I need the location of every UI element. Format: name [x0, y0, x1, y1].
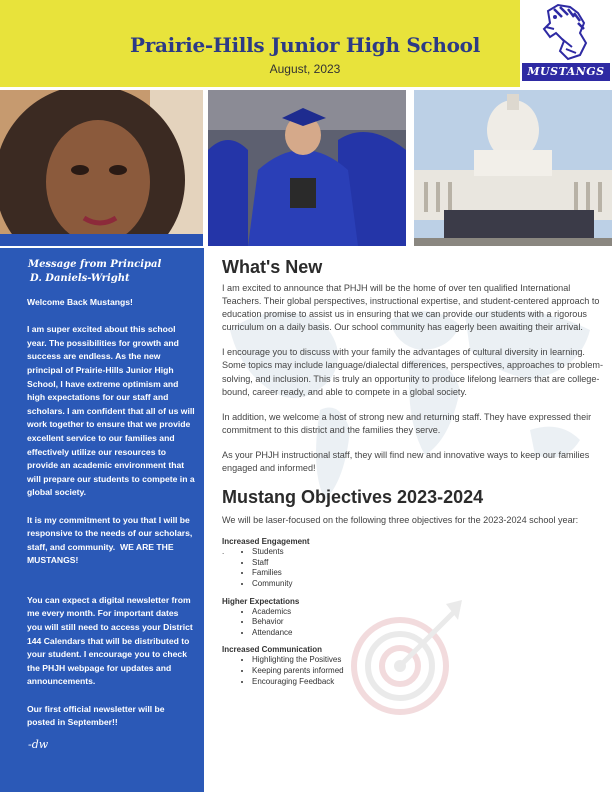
whats-new-heading: What's New — [222, 257, 323, 277]
list-item: • Highlighting the Positives — [252, 655, 604, 666]
main-content — [222, 257, 604, 693]
stray-mark: . — [222, 547, 225, 557]
principal-message-sidebar — [0, 248, 204, 792]
objectives-heading: Mustang Objectives 2023-2024 — [222, 487, 484, 508]
newsletter-note: Our first official newsletter will be posted in September!! — [27, 703, 165, 728]
newsletter-date: August, 2023 — [269, 62, 341, 76]
logo-text: MUSTANGS — [522, 63, 610, 81]
list-item: • Behavior — [252, 617, 604, 628]
list-item: • Encouraging Feedback — [252, 677, 604, 688]
list-item: • Families — [252, 568, 604, 579]
list-item: • Students — [252, 547, 604, 558]
capitol-photo — [414, 90, 612, 246]
objective-title: Increased Engagement — [222, 537, 310, 547]
mustangs-cheer: WE ARE THE MUSTANGS! — [27, 541, 174, 566]
list-item: • Staff — [252, 558, 604, 569]
message-paragraph: You can expect a digital newsletter from me every month. For important dates you will still need to access your District 144 Calendars that will be distributed to your student. I encourage you to check the PHJH webpage for updates and announcements. — [27, 594, 193, 687]
list-item: • Community — [252, 579, 604, 590]
objective-group — [222, 536, 604, 589]
objective-group — [222, 596, 604, 639]
message-paragraph: It is my commitment to you that I will be responsive to the needs of our scholars, staff, and community. WE ARE THE MUSTANGS! — [27, 514, 193, 566]
objective-list — [252, 547, 604, 589]
objective-title: Increased Communication — [222, 645, 323, 655]
list-item: • Attendance — [252, 628, 604, 639]
objectives-intro: We will be laser-focused on the following three objectives for the 2023-2024 school year: — [222, 515, 579, 526]
objective-list — [252, 607, 604, 639]
whats-new-paragraph: As your PHJH instructional staff, they will find new and innovative ways to keep our families engaged and informed! — [222, 449, 590, 474]
principal-message-title: Message from Principal D. Daniels-Wright — [28, 259, 162, 284]
whats-new-paragraph: I am excited to announce that PHJH will be the home of over ten qualified International Teachers. Their global perspectives, instructional expertise, and student-centered approach to education promise to assist us in ensuring that we can provide our students with a rigorous curriculum on a daily basis. Our school community has eagerly been awaiting their arrival. — [222, 283, 600, 333]
graduation-photo — [208, 90, 406, 246]
list-item: • Academics — [252, 607, 604, 618]
signature: -dw — [28, 738, 49, 751]
whats-new-paragraph: In addition, we welcome a host of strong new and returning staff. They have expressed their commitment to this district and the families they serve. — [222, 411, 592, 435]
mustang-horse-icon — [540, 3, 592, 61]
whats-new-paragraph: I encourage you to discuss with your family the advantages of cultural diversity in learning. Some topics may include language/dialectal differences, perspectives, approaches to problem-solving, and inclusion. This is truly an opportunity to produce lifelong learners that are college-bound, career ready, and able to compete in a global society. — [222, 347, 603, 397]
principal-message-body — [27, 296, 195, 743]
objective-list — [252, 655, 604, 687]
mustangs-logo — [520, 0, 612, 87]
greeting: Welcome Back Mustangs! — [27, 297, 133, 307]
school-title: Prairie-Hills Junior High School — [129, 33, 480, 57]
principal-photo — [0, 90, 203, 246]
message-paragraph: I am super excited about this school year. The possibilities for growth and success are endless. As the new principal of Prairie-Hills Junior High School, I have extreme optimism and high expectations for our staff and scholars. I am confident that all of us will work together to ensure that we provide excellent service to our families and effectively utilize our resources to provide an academic environment that will prepare our students to compete in a global society. — [27, 324, 195, 498]
header-banner — [0, 0, 520, 87]
objective-group — [222, 644, 604, 687]
list-item: • Keeping parents informed — [252, 666, 604, 677]
objective-title: Higher Expectations — [222, 596, 300, 606]
